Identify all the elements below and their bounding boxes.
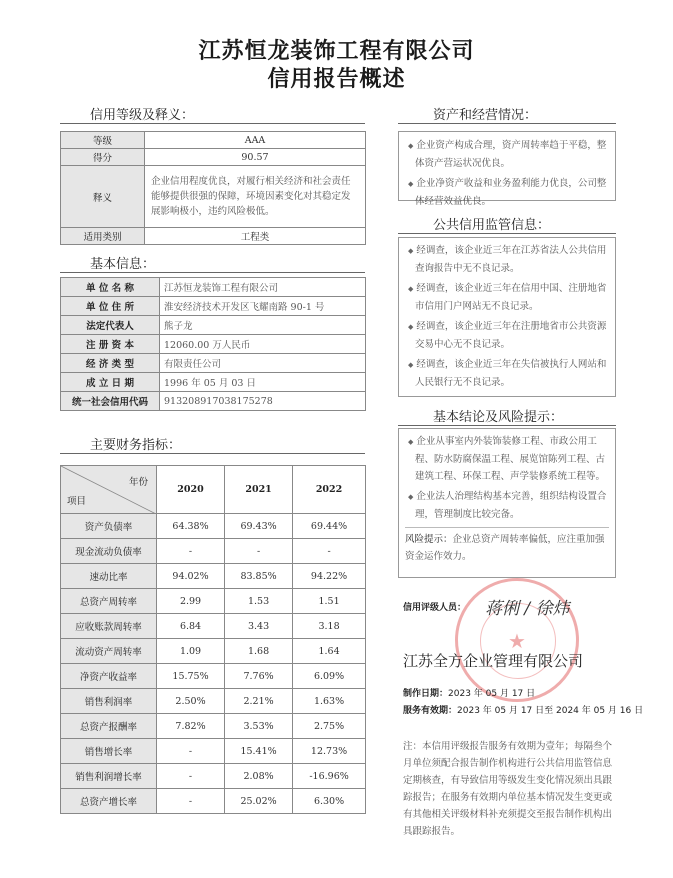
basic-value-capital: 12060.00 万人民币 bbox=[160, 335, 366, 354]
basic-label-type: 经 济 类 型 bbox=[61, 354, 160, 373]
basic-value-type: 有限责任公司 bbox=[160, 354, 366, 373]
basic-value-code: 913208917038175278 bbox=[160, 392, 366, 411]
finance-row-label: 应收账款周转率 bbox=[61, 614, 157, 639]
finance-cell: 1.64 bbox=[293, 639, 366, 664]
risk-text: 企业总资产周转率偏低，应注重加强资金运作效力。 bbox=[405, 534, 605, 562]
supervision-item: ◆ 经调查，该企业近三年在信用中国、注册地省市信用门户网站无不良记录。 bbox=[408, 283, 607, 312]
finance-cell: - bbox=[157, 739, 225, 764]
bullet-icon: ◆ bbox=[408, 285, 414, 293]
finance-row-label: 速动比率 bbox=[61, 564, 157, 589]
assets-box bbox=[398, 131, 616, 207]
footnote: 注：本信用评级报告服务有效期为壹年；每隔叁个月单位须配合报告制作机构进行公共信用监管信息定期核查，有导致信用等级发生变化情况须出具跟踪报告；在服务有效期内单位基本情况发生变更或有其他相关评级材料补充须提交至报告制作机构出具跟踪报告。 bbox=[403, 741, 613, 837]
supervision-heading: 公共信用监管信息： bbox=[433, 218, 551, 233]
finance-cell: 6.09% bbox=[293, 664, 366, 689]
bullet-icon: ◆ bbox=[408, 438, 414, 446]
rating-label-grade: 等级 bbox=[61, 132, 145, 149]
finance-cell: 2.50% bbox=[157, 689, 225, 714]
finance-cell: 3.53% bbox=[225, 714, 293, 739]
rater-signature: 蒋俐 / 徐炜 bbox=[485, 599, 570, 619]
bullet-icon: ◆ bbox=[408, 142, 414, 150]
company-seal: ★ bbox=[455, 578, 579, 702]
finance-corner-top: 年份 bbox=[128, 477, 148, 488]
finance-cell: 7.82% bbox=[157, 714, 225, 739]
rater-label: 信用评级人员： bbox=[403, 603, 467, 613]
finance-cell: 12.73% bbox=[293, 739, 366, 764]
basic-label-capital: 注 册 资 本 bbox=[61, 335, 160, 354]
finance-row-label: 现金流动负债率 bbox=[61, 539, 157, 564]
finance-cell: - bbox=[157, 789, 225, 814]
finance-cell: 6.84 bbox=[157, 614, 225, 639]
assets-item: ◆ 企业资产构成合理，资产周转率趋于平稳，整体资产营运状况优良。 bbox=[408, 140, 607, 169]
finance-row-label: 销售增长率 bbox=[61, 739, 157, 764]
finance-cell: 1.51 bbox=[293, 589, 366, 614]
finance-rule bbox=[60, 453, 365, 454]
bullet-icon: ◆ bbox=[408, 180, 414, 188]
supervision-box bbox=[398, 237, 616, 397]
finance-cell: 2.99 bbox=[157, 589, 225, 614]
valid-row: 服务有效期：2023 年 05 月 17 日至 2024 年 05 月 16 日 bbox=[403, 706, 644, 716]
issuer-company: 江苏全方企业管理有限公司 bbox=[403, 652, 584, 670]
finance-row-label: 总资产周转率 bbox=[61, 589, 157, 614]
finance-cell: 7.76% bbox=[225, 664, 293, 689]
rating-value-score: 90.57 bbox=[145, 149, 366, 166]
finance-cell: 69.43% bbox=[225, 514, 293, 539]
finance-cell: - bbox=[293, 539, 366, 564]
rating-table bbox=[60, 131, 366, 245]
finance-cell: 3.43 bbox=[225, 614, 293, 639]
finance-cell: 6.30% bbox=[293, 789, 366, 814]
finance-cell: -16.96% bbox=[293, 764, 366, 789]
supervision-rule bbox=[398, 233, 616, 234]
finance-cell: 94.02% bbox=[157, 564, 225, 589]
conclusion-heading: 基本结论及风险提示： bbox=[433, 410, 564, 425]
finance-cell: 2.08% bbox=[225, 764, 293, 789]
finance-cell: 69.44% bbox=[293, 514, 366, 539]
supervision-item: ◆ 经调查，该企业近三年在江苏省法人公共信用查询报告中无不良记录。 bbox=[408, 245, 607, 274]
basic-info-table bbox=[60, 277, 366, 411]
finance-cell: 1.53 bbox=[225, 589, 293, 614]
assets-heading: 资产和经营情况： bbox=[433, 108, 538, 123]
finance-cell: - bbox=[225, 539, 293, 564]
finance-row-label: 销售利润增长率 bbox=[61, 764, 157, 789]
finance-corner-cell bbox=[61, 466, 157, 514]
basic-value-address: 淮安经济技术开发区飞耀南路 90-1 号 bbox=[160, 297, 366, 316]
finance-cell: 83.85% bbox=[225, 564, 293, 589]
finance-cell: 1.63% bbox=[293, 689, 366, 714]
bullet-icon: ◆ bbox=[408, 493, 414, 501]
finance-cell: 1.68 bbox=[225, 639, 293, 664]
bullet-icon: ◆ bbox=[408, 247, 414, 255]
rating-value-category: 工程类 bbox=[145, 228, 366, 245]
finance-cell: - bbox=[157, 764, 225, 789]
rating-label-category: 适用类别 bbox=[61, 228, 145, 245]
finance-corner-bottom: 项目 bbox=[67, 496, 87, 507]
rating-value-meaning: 企业信用程度优良，对履行相关经济和社会责任能够提供很强的保障，环境因素变化对其稳定发展影响极小，违约风险极低。 bbox=[145, 166, 366, 228]
basic-label-code: 统一社会信用代码 bbox=[61, 392, 160, 411]
finance-cell: 15.75% bbox=[157, 664, 225, 689]
basic-value-legal: 熊子龙 bbox=[160, 316, 366, 335]
basic-rule bbox=[60, 272, 365, 273]
risk-note bbox=[405, 527, 609, 565]
supervision-item: ◆ 经调查，该企业近三年在注册地省市公共资源交易中心无不良记录。 bbox=[408, 321, 607, 350]
finance-year-2021: 2021 bbox=[225, 466, 293, 514]
finance-row-label: 总资产增长率 bbox=[61, 789, 157, 814]
finance-row-label: 销售利润率 bbox=[61, 689, 157, 714]
finance-table bbox=[60, 465, 366, 814]
rating-heading: 信用等级及释义： bbox=[90, 108, 195, 123]
risk-label: 风险提示： bbox=[405, 534, 453, 545]
finance-heading: 主要财务指标： bbox=[90, 438, 182, 453]
assets-item: ◆ 企业净资产收益和业务盈利能力优良，公司整体经营效益优良。 bbox=[408, 178, 607, 207]
finance-cell: 94.22% bbox=[293, 564, 366, 589]
finance-cell: 25.02% bbox=[225, 789, 293, 814]
finance-row-label: 资产负债率 bbox=[61, 514, 157, 539]
finance-cell: 15.41% bbox=[225, 739, 293, 764]
finance-cell: 1.09 bbox=[157, 639, 225, 664]
bullet-icon: ◆ bbox=[408, 323, 414, 331]
report-title: 信用报告概述 bbox=[267, 67, 406, 92]
finance-row-label: 流动资产周转率 bbox=[61, 639, 157, 664]
basic-heading: 基本信息： bbox=[90, 257, 156, 272]
conclusion-item: ◆ 企业从事室内外装饰装修工程、市政公用工程、防水防腐保温工程、展览馆陈列工程、古建筑工程、环保工程、声学装修系统工程等。 bbox=[408, 436, 606, 482]
basic-label-address: 单 位 住 所 bbox=[61, 297, 160, 316]
company-title: 江苏恒龙装饰工程有限公司 bbox=[198, 39, 475, 64]
basic-label-name: 单 位 名 称 bbox=[61, 278, 160, 297]
finance-row-label: 净资产收益率 bbox=[61, 664, 157, 689]
rating-rule bbox=[60, 123, 365, 124]
finance-cell: 3.18 bbox=[293, 614, 366, 639]
finance-cell: 64.38% bbox=[157, 514, 225, 539]
conclusion-box bbox=[398, 428, 616, 578]
rating-label-meaning: 释义 bbox=[61, 166, 145, 228]
finance-row-label: 总资产报酬率 bbox=[61, 714, 157, 739]
finance-cell: 2.21% bbox=[225, 689, 293, 714]
basic-label-date: 成 立 日 期 bbox=[61, 373, 160, 392]
conclusion-item: ◆ 企业法人治理结构基本完善，组织结构设置合理，管理制度比较完备。 bbox=[408, 491, 607, 520]
supervision-item: ◆ 经调查，该企业近三年在失信被执行人网站和人民银行无不良记录。 bbox=[408, 359, 607, 388]
basic-value-date: 1996 年 05 月 03 日 bbox=[160, 373, 366, 392]
basic-value-name: 江苏恒龙装饰工程有限公司 bbox=[160, 278, 366, 297]
finance-year-2022: 2022 bbox=[293, 466, 366, 514]
rating-value-grade: AAA bbox=[145, 132, 366, 149]
assets-rule bbox=[398, 123, 616, 124]
basic-label-legal: 法定代表人 bbox=[61, 316, 160, 335]
finance-cell: 2.75% bbox=[293, 714, 366, 739]
finance-year-2020: 2020 bbox=[157, 466, 225, 514]
finance-cell: - bbox=[157, 539, 225, 564]
bullet-icon: ◆ bbox=[408, 361, 414, 369]
conclusion-rule bbox=[398, 425, 616, 426]
rating-label-score: 得分 bbox=[61, 149, 145, 166]
date-row: 制作日期：2023 年 05 月 17 日 bbox=[403, 689, 536, 699]
